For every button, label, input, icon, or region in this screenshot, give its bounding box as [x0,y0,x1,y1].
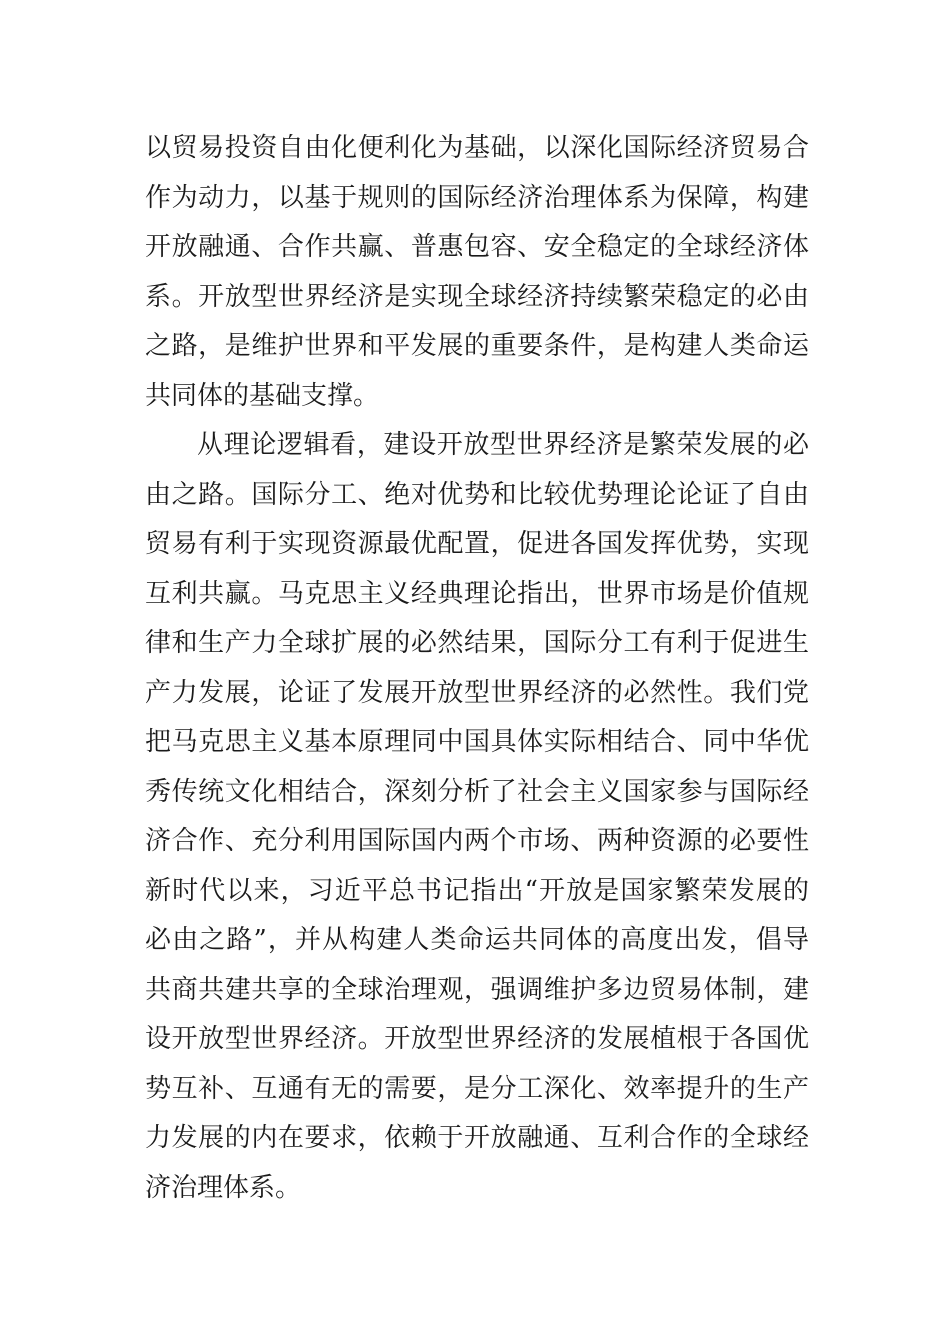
text-line: 必由之路”，并从构建人类命运共同体的高度出发，倡导 [145,925,809,955]
text-line: 势互补、互通有无的需要，是分工深化、效率提升的生产 [145,1073,809,1104]
text-line: 产力发展，论证了发展开放型世界经济的必然性。我们党 [145,677,809,708]
text-line: 济治理体系。 [145,1172,302,1203]
text-line: 之路，是维护世界和平发展的重要条件，是构建人类命运 [145,331,809,361]
text-line: 开放融通、合作共赢、普惠包容、安全稳定的全球经济体 [145,232,809,262]
text-line: 设开放型世界经济。开放型世界经济的发展植根于各国优 [145,1024,809,1054]
text-line: 贸易有利于实现资源最优配置，促进各国发挥优势，实现 [145,529,809,559]
text-line: 济合作、充分利用国际国内两个市场、两种资源的必要性 [145,826,809,856]
text-line: 新时代以来，习近平总书记指出“开放是国家繁荣发展的 [145,875,809,906]
document-body [145,124,809,1213]
text-line: 共同体的基础支撑。 [145,380,380,411]
text-line: 由之路。国际分工、绝对优势和比较优势理论论证了自由 [145,479,809,510]
text-line: 律和生产力全球扩展的必然结果，国际分工有利于促进生 [145,628,809,658]
paragraph-2 [145,421,809,1213]
text-line: 把马克思主义基本原理同中国具体实际相结合、同中华优 [145,727,809,757]
text-line: 共商共建共享的全球治理观，强调维护多边贸易体制，建 [145,974,809,1005]
text-line: 系。开放型世界经济是实现全球经济持续繁荣稳定的必由 [145,281,809,312]
text-line: 从理论逻辑看，建设开放型世界经济是繁荣发展的必 [197,430,809,460]
text-line: 互利共赢。马克思主义经典理论指出，世界市场是价值规 [145,578,809,609]
text-line: 力发展的内在要求，依赖于开放融通、互利合作的全球经 [145,1123,809,1153]
text-line: 作为动力，以基于规则的国际经济治理体系为保障，构建 [145,182,809,213]
paragraph-1 [145,124,809,421]
text-line: 秀传统文化相结合，深刻分析了社会主义国家参与国际经 [145,776,809,807]
text-line: 以贸易投资自由化便利化为基础，以深化国际经济贸易合 [145,133,809,163]
